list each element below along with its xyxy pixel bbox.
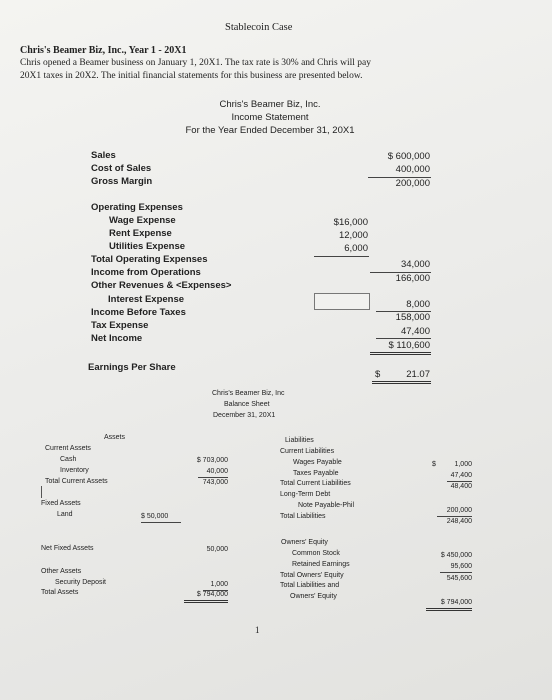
is-utilities-value: 6,000: [344, 243, 368, 254]
bs-common-stock-label: Common Stock: [292, 550, 340, 557]
bs-assets-heading: Assets: [104, 434, 126, 441]
is-income-ops-value: 166,000: [395, 273, 430, 284]
bs-total-le-double-underline: [426, 608, 472, 611]
is-tax-value: 47,400: [400, 326, 430, 337]
is-income-ops-label: Income from Operations: [91, 267, 201, 278]
bs-margin-mark: [41, 486, 42, 498]
is-eps-double-underline: [372, 381, 431, 384]
bs-land-underline: [141, 522, 181, 523]
is-interest-value: 8,000: [406, 299, 430, 310]
is-opex-label: Operating Expenses: [91, 202, 183, 213]
bs-lt-debt-label: Long-Term Debt: [280, 491, 331, 498]
is-eps-dollar: $: [375, 369, 381, 380]
bs-wages-payable-value: 1,000: [454, 461, 472, 468]
bs-total-current-assets-value: 743,000: [202, 479, 228, 486]
page-number: 1: [255, 625, 260, 635]
bs-common-stock-value: $ 450,000: [440, 552, 472, 559]
is-net-income-double-underline: [370, 352, 431, 355]
bs-retained-underline: [440, 572, 472, 573]
bs-land-label: Land: [57, 511, 73, 518]
is-eps-value: 21.07: [406, 369, 430, 380]
bs-taxes-payable-value: 47,400: [450, 472, 472, 479]
intro-line-2: 20X1 taxes in 20X2. The initial financial statements for this business are presented below.: [20, 71, 363, 81]
is-ibt-label: Income Before Taxes: [91, 307, 186, 318]
is-wage-value: $16,000: [333, 217, 368, 228]
bs-deposit-label: Security Deposit: [55, 579, 106, 586]
bs-taxes-underline: [447, 481, 472, 482]
bs-wages-dollar: $: [432, 461, 436, 468]
bs-total-current-liab-value: 48,400: [450, 483, 472, 490]
is-total-opex-value: 34,000: [400, 259, 430, 270]
is-utilities-label: Utilities Expense: [109, 241, 186, 252]
bs-note-payable-value: 200,000: [446, 507, 472, 514]
bs-wages-payable-label: Wages Payable: [293, 459, 342, 466]
is-sales-value: $ 600,000: [387, 151, 430, 162]
is-interest-label: Interest Expense: [108, 294, 185, 305]
intro-line-1: Chris opened a Beamer business on January 1, 20X1. The tax rate is 30% and Chris will pay: [20, 58, 371, 68]
bs-inventory-label: Inventory: [60, 467, 89, 474]
bs-total-current-liab-label: Total Current Liabilities: [280, 480, 351, 487]
bs-taxes-payable-label: Taxes Payable: [293, 470, 339, 477]
is-tax-underline: [376, 338, 431, 339]
is-cogs-label: Cost of Sales: [91, 163, 152, 174]
bs-current-liab-label: Current Liabilities: [280, 448, 335, 455]
bs-total-liab-value: 248,400: [446, 518, 472, 525]
is-title: Income Statement: [231, 112, 309, 123]
is-wage-label: Wage Expense: [109, 215, 176, 226]
bs-total-le-label-1: Total Liabilities and: [280, 582, 340, 589]
is-net-income-label: Net Income: [91, 333, 143, 344]
bs-current-assets-label: Current Assets: [45, 445, 91, 452]
is-eps-label: Earnings Per Share: [88, 362, 176, 373]
bs-total-assets-double-underline: [184, 600, 228, 603]
bs-note-payable-label: Note Payable-Phil: [298, 502, 355, 509]
is-sales-label: Sales: [91, 150, 116, 161]
is-rent-value: 12,000: [338, 230, 368, 241]
is-other-label: Other Revenues & <Expenses>: [91, 280, 232, 291]
bs-other-assets-label: Other Assets: [41, 568, 82, 575]
is-cogs-value: 400,000: [395, 164, 430, 175]
bs-deposit-value: 1,000: [210, 581, 228, 588]
bs-total-current-assets-label: Total Current Assets: [45, 478, 108, 485]
bs-total-equity-value: 545,600: [446, 575, 472, 582]
bs-cash-label: Cash: [60, 456, 77, 463]
case-title: Stablecoin Case: [225, 22, 293, 33]
is-tax-label: Tax Expense: [91, 320, 149, 331]
bs-inventory-value: 40,000: [206, 468, 228, 475]
bs-total-le-value: $ 794,000: [440, 599, 472, 606]
company-year-line: Chris's Beamer Biz, Inc., Year 1 - 20X1: [20, 45, 187, 56]
bs-total-assets-value: $ 794,000: [196, 591, 228, 598]
bs-equity-heading: Owners' Equity: [281, 539, 328, 546]
bs-land-value: $ 50,000: [141, 513, 169, 520]
bs-liabilities-heading: Liabilities: [285, 437, 314, 444]
bs-total-assets-label: Total Assets: [41, 589, 79, 596]
bs-company: Chris's Beamer Biz, Inc: [212, 390, 285, 397]
bs-note-underline: [437, 516, 472, 517]
is-rent-label: Rent Expense: [109, 228, 172, 239]
is-gross-margin-value: 200,000: [395, 178, 430, 189]
bs-total-le-label-2: Owners' Equity: [290, 593, 337, 600]
bs-title: Balance Sheet: [224, 401, 270, 408]
bs-net-fixed-value: 50,000: [206, 546, 228, 553]
bs-total-liab-label: Total Liabilities: [280, 513, 326, 520]
bs-net-fixed-label: Net Fixed Assets: [41, 545, 94, 552]
is-net-income-value: $ 110,600: [388, 340, 430, 351]
bs-fixed-assets-label: Fixed Assets: [41, 500, 81, 507]
bs-date: December 31, 20X1: [213, 412, 276, 419]
is-opex-underline: [314, 256, 369, 257]
bs-retained-label: Retained Earnings: [292, 561, 350, 568]
is-gross-margin-label: Gross Margin: [91, 176, 153, 187]
is-total-opex-label: Total Operating Expenses: [91, 254, 208, 265]
bs-inventory-underline: [198, 477, 228, 478]
is-ibt-value: 158,000: [395, 312, 430, 323]
is-period: For the Year Ended December 31, 20X1: [185, 125, 355, 136]
bs-total-equity-label: Total Owners' Equity: [280, 572, 344, 579]
bs-cash-value: $ 703,000: [196, 457, 228, 464]
is-company: Chris's Beamer Biz, Inc.: [219, 99, 321, 110]
bs-retained-value: 95,600: [450, 563, 472, 570]
